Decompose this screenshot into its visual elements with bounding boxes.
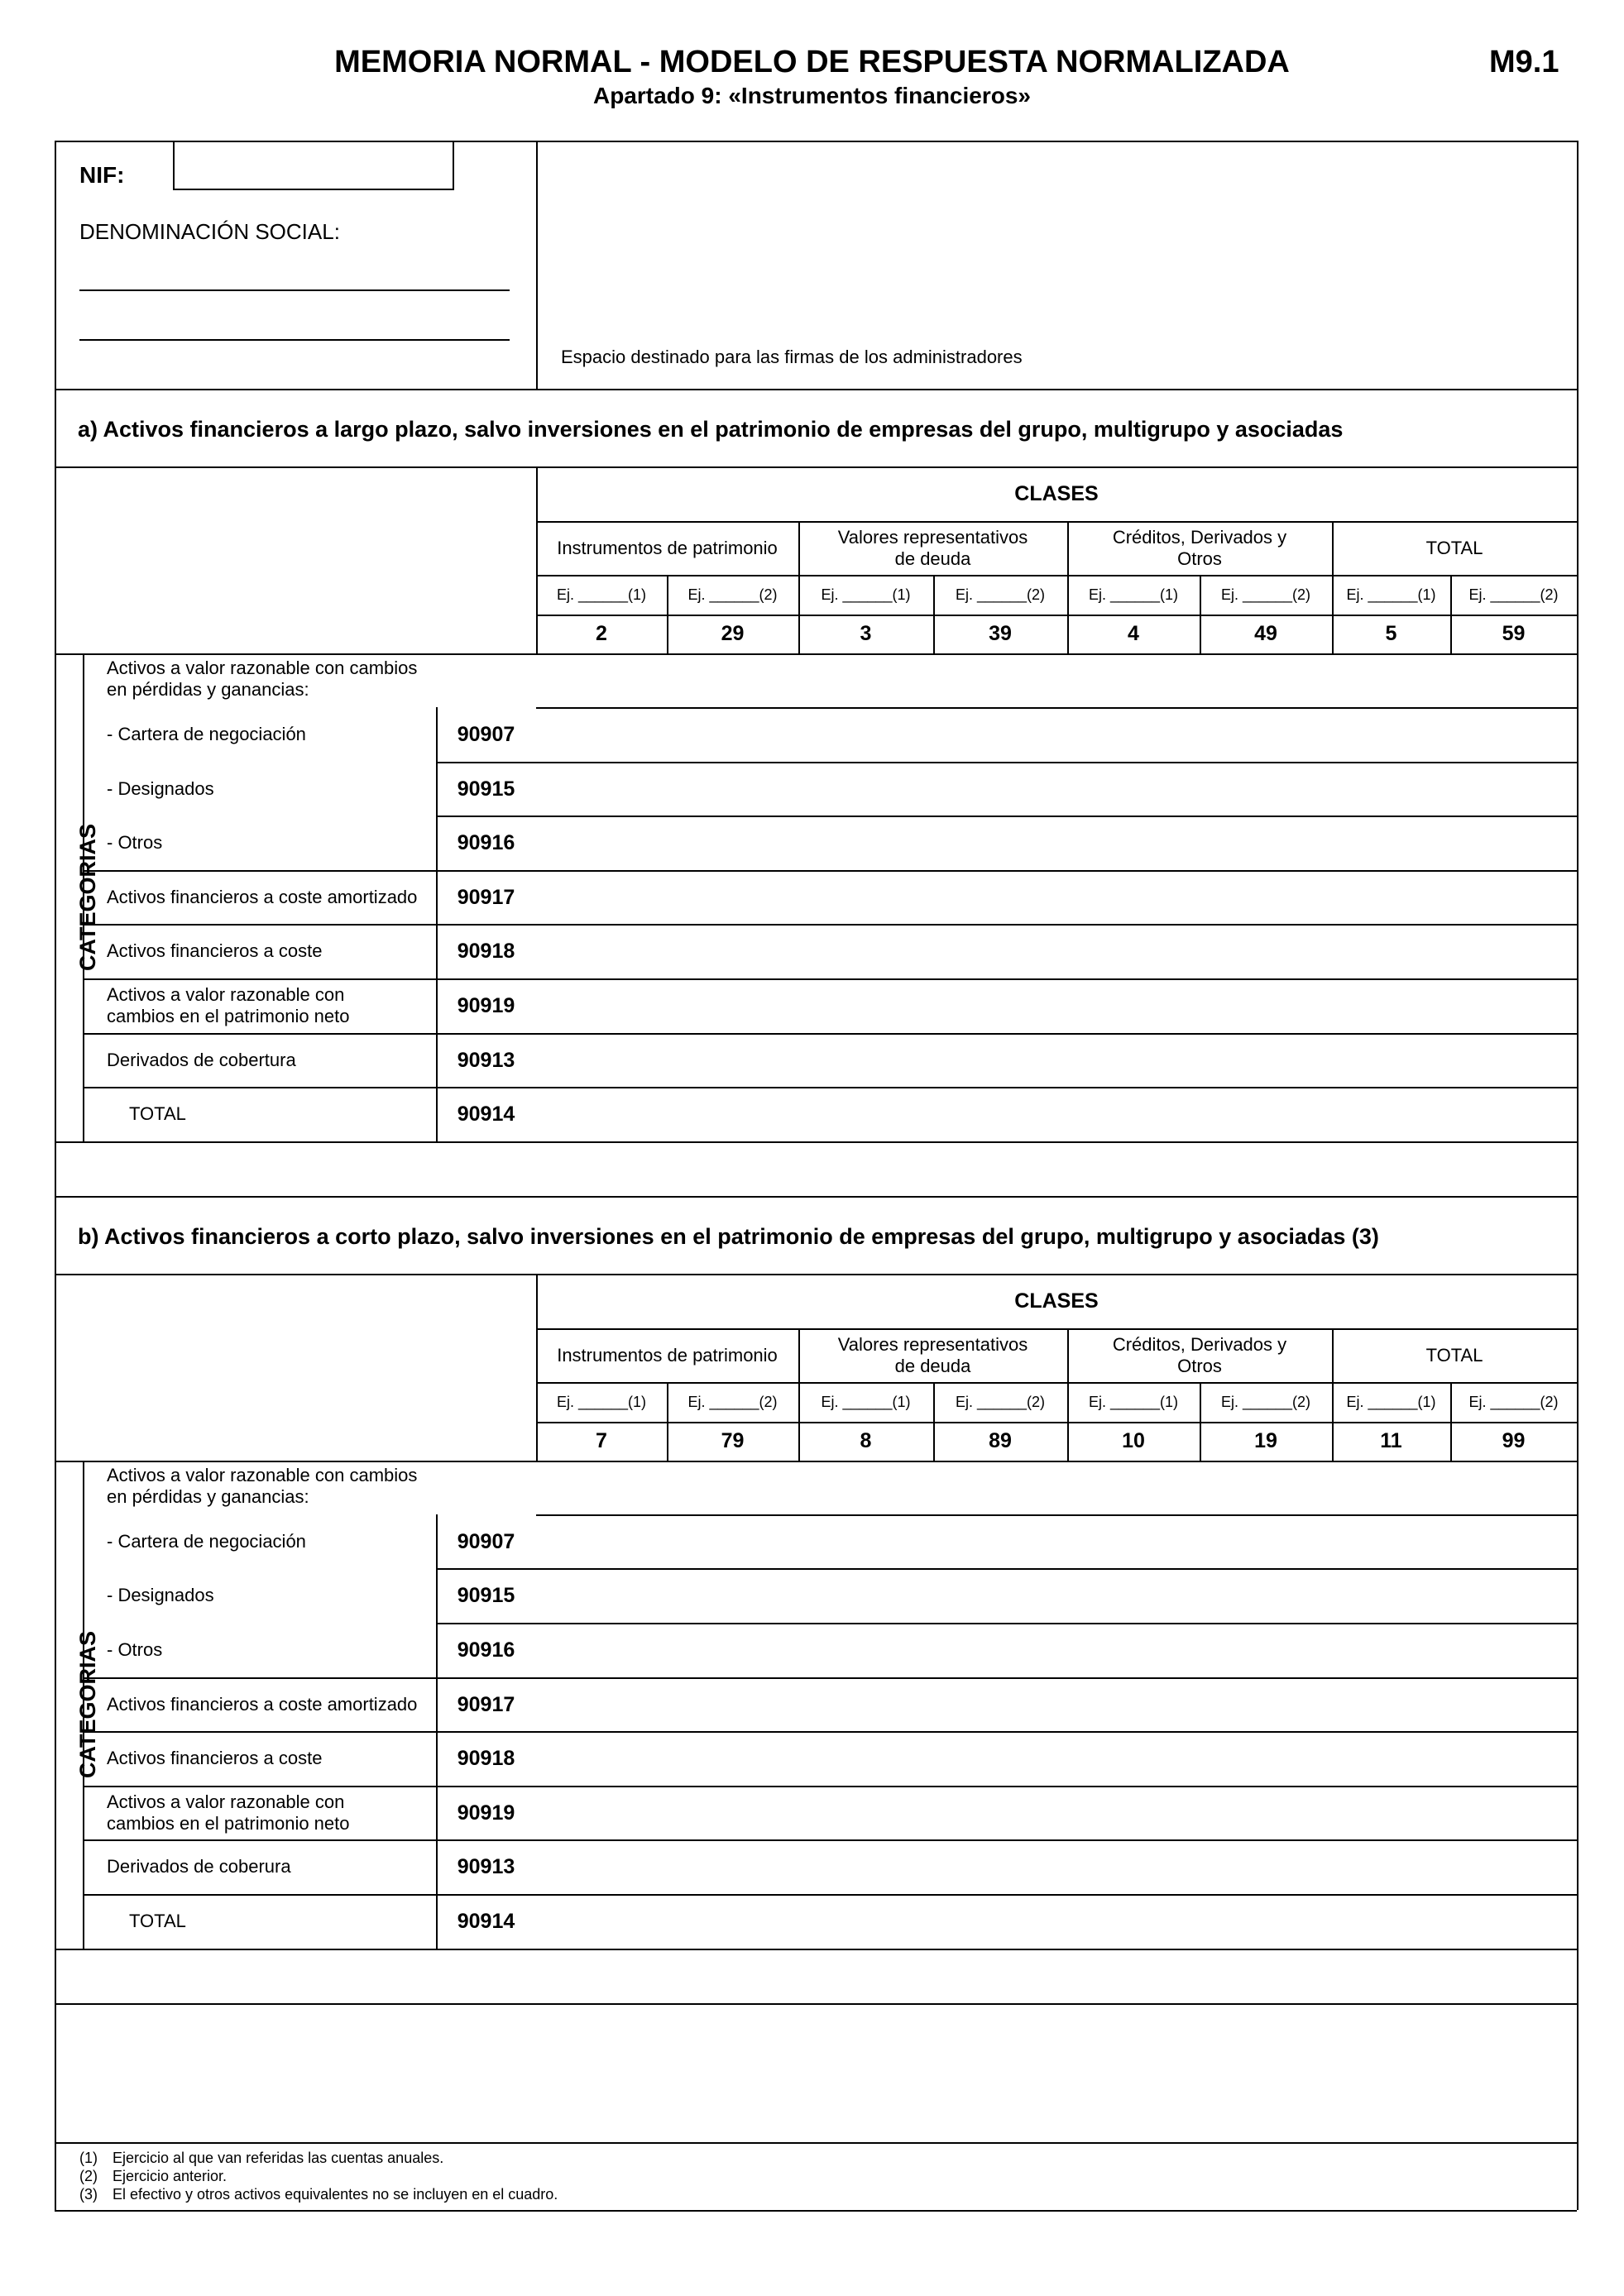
section_a-data-cell[interactable]: [1334, 1088, 1449, 1140]
section_b-data-cell[interactable]: [538, 1733, 665, 1784]
section_a-data-cell[interactable]: [1201, 980, 1330, 1031]
section_b-data-cell[interactable]: [1201, 1679, 1330, 1730]
section_b-row-label-line2: cambios en el patrimonio neto: [107, 1812, 350, 1834]
section_b-row-label: TOTAL: [129, 1911, 186, 1931]
section_a-row-label: Activos financieros a coste amortizado: [107, 886, 418, 907]
footnote-number: (2): [79, 2168, 98, 2184]
outer-border-bottom: [55, 2210, 1577, 2212]
section_a-data-cell[interactable]: [668, 1088, 797, 1140]
section_b-data-cell[interactable]: [538, 1896, 665, 1947]
section_a-data-cell[interactable]: [668, 1035, 797, 1086]
section_b-data-cell[interactable]: [1069, 1787, 1198, 1839]
section_a-data-cell[interactable]: [935, 817, 1066, 868]
section_a-row-code: 90914: [457, 1103, 515, 1126]
section_b-data-cell[interactable]: [1201, 1787, 1330, 1839]
section_a-data-cell[interactable]: [1201, 872, 1330, 923]
section_b-data-cell[interactable]: [668, 1896, 797, 1947]
section_b-ej-label: Ej. ______(2): [1220, 1393, 1311, 1410]
section_a-column-code: 39: [989, 622, 1012, 645]
section_a-data-cell[interactable]: [1201, 926, 1330, 977]
section_a-data-cell[interactable]: [800, 926, 932, 977]
section_a-clases-header: CLASES: [1014, 482, 1099, 505]
rule-line: [55, 1274, 1577, 1275]
section_b-row-code: 90918: [457, 1747, 515, 1771]
section_b-data-cell[interactable]: [1069, 1624, 1198, 1676]
section_a-data-cell[interactable]: [538, 709, 665, 760]
section_a-data-cell[interactable]: [935, 709, 1066, 760]
section_a-data-cell[interactable]: [1069, 817, 1198, 868]
section_b-data-cell[interactable]: [538, 1841, 665, 1892]
section_a-data-cell[interactable]: [935, 1088, 1066, 1140]
section_b-data-cell[interactable]: [1201, 1841, 1330, 1892]
section_b-column-code: 89: [989, 1428, 1012, 1452]
section_b-row-code: 90913: [457, 1855, 515, 1879]
denominacion-label: DENOMINACIÓN SOCIAL:: [79, 219, 340, 244]
rule-line: [55, 2003, 1577, 2005]
rule-line: [83, 924, 436, 926]
section_a-data-cell[interactable]: [1334, 926, 1449, 977]
section_a-row-code: 90907: [457, 723, 515, 746]
section_b-title: b) Activos financieros a corto plazo, salvo inversiones en el patrimonio de empresas del grupo, multigrupo y asociadas (3): [78, 1223, 1379, 1249]
section_b-data-cell[interactable]: [800, 1679, 932, 1730]
outer-border-left: [55, 141, 56, 2210]
rule-line: [536, 575, 1577, 576]
section_b-row-code: 90914: [457, 1910, 515, 1933]
section_b-data-cell[interactable]: [668, 1516, 797, 1567]
section_b-row-label: Derivados de coberura: [107, 1856, 291, 1877]
section_a-data-cell[interactable]: [1334, 709, 1449, 760]
section_b-data-cell[interactable]: [1452, 1841, 1575, 1892]
section_a-data-cell[interactable]: [1334, 980, 1449, 1031]
page-title: MEMORIA NORMAL - MODELO DE RESPUESTA NORMALIZADA: [334, 45, 1290, 79]
rule-line: [55, 1141, 436, 1143]
outer-border-right: [1577, 141, 1578, 2210]
section_b-row-label: - Designados: [107, 1585, 214, 1606]
section_b-class-header: Créditos, Derivados y: [1112, 1333, 1287, 1355]
section_a-data-cell[interactable]: [1334, 817, 1449, 868]
section_b-ej-label: Ej. ______(1): [1088, 1393, 1179, 1410]
section_a-row-code: 90915: [457, 777, 515, 801]
section_b-data-cell[interactable]: [1069, 1570, 1198, 1621]
section_b-data-cell[interactable]: [1334, 1570, 1449, 1621]
section_a-data-cell[interactable]: [1201, 1088, 1330, 1140]
section_b-column-code: 19: [1254, 1428, 1277, 1452]
section_b-row-code: 90907: [457, 1529, 515, 1553]
section_b-column-code: 79: [721, 1428, 745, 1452]
section_b-row-label: - Cartera de negociación: [107, 1530, 306, 1552]
section_b-ej-label: Ej. ______(1): [1346, 1393, 1436, 1410]
section_a-column-code: 59: [1502, 622, 1526, 645]
section_b-data-cell[interactable]: [668, 1787, 797, 1839]
section_b-data-cell[interactable]: [668, 1570, 797, 1621]
nif-input[interactable]: [173, 141, 454, 190]
section_b-ej-label: Ej. ______(1): [556, 1393, 647, 1410]
section_b-data-cell[interactable]: [935, 1733, 1066, 1784]
section_b-data-cell[interactable]: [800, 1624, 932, 1676]
section_a-data-cell[interactable]: [1069, 1088, 1198, 1140]
section_a-data-cell[interactable]: [800, 763, 932, 815]
section_b-data-cell[interactable]: [935, 1787, 1066, 1839]
section_a-class-header: Valores representativos: [837, 527, 1028, 548]
section_a-class-header: TOTAL: [1425, 538, 1483, 558]
section_a-data-cell[interactable]: [800, 1088, 932, 1140]
section_a-row-code: 90916: [457, 831, 515, 855]
rule-line: [536, 1328, 1577, 1330]
section_a-column-code: 2: [596, 622, 607, 645]
footnote-text: El efectivo y otros activos equivalentes no se incluyen en el cuadro.: [113, 2186, 558, 2203]
section_a-row-label: - Otros: [107, 832, 163, 854]
section_b-group-label: Activos a valor razonable con cambios: [107, 1464, 418, 1485]
section_a-data-cell[interactable]: [1452, 1088, 1575, 1140]
nif-label: NIF:: [79, 162, 125, 188]
section_b-data-cell[interactable]: [1201, 1624, 1330, 1676]
section_b-data-cell[interactable]: [538, 1570, 665, 1621]
section_a-row-code: 90913: [457, 1048, 515, 1072]
section_b-data-cell[interactable]: [538, 1679, 665, 1730]
section_a-row-label-line2: cambios en el patrimonio neto: [107, 1006, 350, 1026]
section_b-data-cell[interactable]: [800, 1841, 932, 1892]
rule-line: [83, 1087, 436, 1088]
section_a-group-label-line2: en pérdidas y ganancias:: [107, 679, 309, 700]
section_b-data-cell[interactable]: [1334, 1733, 1449, 1784]
rule-line: [83, 1786, 436, 1787]
section_a-data-cell[interactable]: [1201, 763, 1330, 815]
section_a-ej-label: Ej. ______(1): [556, 586, 647, 603]
section_a-data-cell[interactable]: [538, 926, 665, 977]
section_a-data-cell[interactable]: [538, 817, 665, 868]
section_a-data-cell[interactable]: [1069, 709, 1198, 760]
section_b-class-header-line2: de deuda: [894, 1355, 971, 1376]
section_b-categorias-label: CATEGORIAS: [75, 1630, 100, 1778]
section_a-data-cell[interactable]: [668, 763, 797, 815]
section_b-column-code: 99: [1502, 1428, 1526, 1452]
section_a-data-cell[interactable]: [538, 1035, 665, 1086]
section_b-data-cell[interactable]: [935, 1516, 1066, 1567]
section_a-categorias-label: CATEGORIAS: [75, 823, 100, 971]
section_b-row-label: - Otros: [107, 1639, 163, 1660]
section_b-data-cell[interactable]: [1334, 1679, 1449, 1730]
section_b-data-cell[interactable]: [800, 1787, 932, 1839]
section_a-data-cell[interactable]: [800, 1035, 932, 1086]
section_b-data-cell[interactable]: [1334, 1896, 1449, 1947]
section_b-data-cell[interactable]: [800, 1570, 932, 1621]
section_a-ej-label: Ej. ______(2): [687, 586, 778, 603]
section_b-data-cell[interactable]: [935, 1570, 1066, 1621]
rule-line: [55, 1949, 436, 1950]
section_a-data-cell[interactable]: [1452, 763, 1575, 815]
section_b-data-cell[interactable]: [800, 1733, 932, 1784]
section_a-data-cell[interactable]: [538, 980, 665, 1031]
rule-line: [83, 1731, 436, 1733]
denominacion-line-1[interactable]: [79, 289, 510, 291]
rule-line: [536, 141, 538, 389]
section_b-data-cell[interactable]: [935, 1679, 1066, 1730]
section_a-data-cell[interactable]: [668, 709, 797, 760]
section_b-data-cell[interactable]: [1334, 1787, 1449, 1839]
section_a-data-cell[interactable]: [538, 1088, 665, 1140]
section_a-data-cell[interactable]: [1452, 1035, 1575, 1086]
section_b-class-header-line2: Otros: [1177, 1355, 1222, 1376]
section_a-data-cell[interactable]: [1334, 872, 1449, 923]
footnote-text: Ejercicio al que van referidas las cuentas anuales.: [113, 2150, 444, 2166]
section_b-data-cell[interactable]: [1452, 1570, 1575, 1621]
section_b-data-cell[interactable]: [935, 1624, 1066, 1676]
section_b-column-code: 8: [860, 1428, 872, 1452]
rule-line: [83, 1839, 436, 1841]
section_a-data-cell[interactable]: [935, 926, 1066, 977]
section_a-data-cell[interactable]: [1069, 980, 1198, 1031]
section_a-data-cell[interactable]: [668, 872, 797, 923]
firmas-text: Espacio destinado para las firmas de los administradores: [561, 347, 1023, 367]
section_b-class-header: Valores representativos: [837, 1333, 1028, 1355]
section_b-data-cell[interactable]: [935, 1841, 1066, 1892]
section_b-data-cell[interactable]: [1201, 1733, 1330, 1784]
section_b-data-cell[interactable]: [1069, 1896, 1198, 1947]
rule-line: [55, 466, 1577, 468]
section_b-data-cell[interactable]: [538, 1624, 665, 1676]
section_a-class-header-line2: de deuda: [894, 548, 971, 569]
section_b-data-cell[interactable]: [1452, 1624, 1575, 1676]
section_b-data-cell[interactable]: [1069, 1841, 1198, 1892]
section_b-class-header: Instrumentos de patrimonio: [557, 1344, 778, 1366]
section_a-data-cell[interactable]: [1069, 872, 1198, 923]
section_a-data-cell[interactable]: [800, 817, 932, 868]
section_b-data-cell[interactable]: [800, 1516, 932, 1567]
rule-line: [55, 653, 1577, 655]
section_a-group-label: Activos a valor razonable con cambios: [107, 658, 418, 678]
section_a-data-cell[interactable]: [1452, 980, 1575, 1031]
rule-line: [83, 1677, 436, 1679]
section_b-data-cell[interactable]: [1452, 1787, 1575, 1839]
section_a-row-label: Activos a valor razonable con: [107, 984, 345, 1005]
rule-line: [536, 1382, 1577, 1384]
section_a-row-label: - Cartera de negociación: [107, 724, 306, 744]
section_a-ej-label: Ej. ______(2): [1220, 586, 1311, 603]
footnote-number: (1): [79, 2150, 98, 2166]
rule-line: [83, 978, 436, 980]
model-code: M9.1: [1489, 45, 1559, 79]
section_a-row-code: 90917: [457, 885, 515, 909]
section_a-data-cell[interactable]: [538, 872, 665, 923]
section_a-data-cell[interactable]: [1334, 1035, 1449, 1086]
section_b-data-cell[interactable]: [1201, 1516, 1330, 1567]
section_b-data-cell[interactable]: [1334, 1516, 1449, 1567]
section_b-data-cell[interactable]: [1334, 1841, 1449, 1892]
section_b-data-cell[interactable]: [668, 1841, 797, 1892]
section_b-column-code: 11: [1380, 1428, 1402, 1452]
section_b-ej-label: Ej. ______(2): [687, 1393, 778, 1410]
section_a-class-header: Instrumentos de patrimonio: [557, 538, 778, 558]
section_a-data-cell[interactable]: [1452, 817, 1575, 868]
rule-line: [436, 1141, 1577, 1143]
rule-line: [536, 615, 1577, 616]
section_a-ej-label: Ej. ______(1): [821, 586, 911, 603]
rule-line: [536, 1422, 1577, 1423]
section_a-data-cell[interactable]: [935, 980, 1066, 1031]
section_b-data-cell[interactable]: [668, 1733, 797, 1784]
section_b-ej-label: Ej. ______(2): [955, 1393, 1046, 1410]
section_a-data-cell[interactable]: [1069, 1035, 1198, 1086]
section_a-data-cell[interactable]: [1452, 926, 1575, 977]
section_b-ej-label: Ej. ______(2): [1468, 1393, 1559, 1410]
section_b-data-cell[interactable]: [1334, 1624, 1449, 1676]
footnote-number: (3): [79, 2186, 98, 2203]
section_b-column-code: 10: [1122, 1428, 1145, 1452]
section_a-ej-label: Ej. ______(2): [1468, 586, 1559, 603]
section_b-data-cell[interactable]: [1069, 1679, 1198, 1730]
section_b-row-label: Activos a valor razonable con: [107, 1791, 345, 1812]
section_a-column-code: 3: [860, 622, 872, 645]
section_a-data-cell[interactable]: [1069, 763, 1198, 815]
section_b-data-cell[interactable]: [1452, 1733, 1575, 1784]
section_b-data-cell[interactable]: [1069, 1733, 1198, 1784]
section_a-row-label: - Designados: [107, 777, 214, 799]
section_b-data-cell[interactable]: [538, 1787, 665, 1839]
section_b-data-cell[interactable]: [1452, 1516, 1575, 1567]
section_a-data-cell[interactable]: [1201, 817, 1330, 868]
section_a-data-cell[interactable]: [538, 763, 665, 815]
footnote-text: Ejercicio anterior.: [113, 2168, 228, 2184]
section_a-data-cell[interactable]: [800, 709, 932, 760]
section_b-row-code: 90917: [457, 1692, 515, 1716]
rule-line: [55, 1196, 1577, 1198]
rule-line: [55, 1461, 1577, 1462]
section_a-title: a) Activos financieros a largo plazo, salvo inversiones en el patrimonio de empresas del grupo, multigrupo y asociadas: [78, 417, 1344, 442]
rule-line: [83, 1894, 436, 1896]
section_b-data-cell[interactable]: [1452, 1679, 1575, 1730]
section_b-row-label: Activos financieros a coste: [107, 1748, 323, 1769]
section_a-data-cell[interactable]: [935, 763, 1066, 815]
section_a-column-code: 49: [1254, 622, 1277, 645]
section_a-class-header: Créditos, Derivados y: [1112, 527, 1287, 548]
section_a-ej-label: Ej. ______(1): [1088, 586, 1179, 603]
section_a-data-cell[interactable]: [935, 872, 1066, 923]
section_b-data-cell[interactable]: [1201, 1896, 1330, 1947]
section_a-row-code: 90919: [457, 994, 515, 1017]
rule-line: [83, 1033, 436, 1035]
section_b-data-cell[interactable]: [1201, 1570, 1330, 1621]
rule-line: [55, 389, 1577, 390]
section_a-ej-label: Ej. ______(2): [955, 586, 1046, 603]
page-subtitle: Apartado 9: «Instrumentos financieros»: [592, 83, 1031, 108]
section_b-data-cell[interactable]: [1452, 1896, 1575, 1947]
section_b-data-cell[interactable]: [538, 1516, 665, 1567]
section_a-column-code: 5: [1385, 622, 1397, 645]
rule-line: [536, 521, 1577, 523]
section_a-data-cell[interactable]: [668, 980, 797, 1031]
section_a-class-header-line2: Otros: [1177, 548, 1222, 569]
section_a-row-label: Activos financieros a coste: [107, 940, 323, 962]
section_a-column-code: 4: [1128, 622, 1139, 645]
section_a-data-cell[interactable]: [1452, 709, 1575, 760]
section_b-data-cell[interactable]: [935, 1896, 1066, 1947]
rule-line: [436, 1949, 1577, 1950]
rule-line: [83, 870, 436, 872]
section_b-data-cell[interactable]: [668, 1624, 797, 1676]
section_b-row-code: 90919: [457, 1801, 515, 1825]
section_b-ej-label: Ej. ______(1): [821, 1393, 911, 1410]
section_a-data-cell[interactable]: [1201, 709, 1330, 760]
section_b-class-header: TOTAL: [1425, 1344, 1483, 1366]
section_a-data-cell[interactable]: [668, 817, 797, 868]
section_a-data-cell[interactable]: [1201, 1035, 1330, 1086]
section_b-data-cell[interactable]: [800, 1896, 932, 1947]
section_b-row-code: 90915: [457, 1584, 515, 1608]
section_b-data-cell[interactable]: [668, 1679, 797, 1730]
section_a-data-cell[interactable]: [1069, 926, 1198, 977]
denominacion-line-2[interactable]: [79, 339, 510, 341]
section_a-data-cell[interactable]: [668, 926, 797, 977]
section_a-data-cell[interactable]: [1452, 872, 1575, 923]
section_a-data-cell[interactable]: [1334, 763, 1449, 815]
section_b-group-label-line2: en pérdidas y ganancias:: [107, 1485, 309, 1507]
section_b-row-code: 90916: [457, 1638, 515, 1662]
section_b-column-code: 7: [596, 1428, 607, 1452]
section_a-data-cell[interactable]: [935, 1035, 1066, 1086]
section_a-ej-label: Ej. ______(1): [1346, 586, 1436, 603]
section_b-row-label: Activos financieros a coste amortizado: [107, 1693, 418, 1715]
section_a-row-label: TOTAL: [129, 1103, 186, 1125]
section_b-clases-header: CLASES: [1014, 1289, 1099, 1313]
section_b-data-cell[interactable]: [1069, 1516, 1198, 1567]
section_a-row-label: Derivados de cobertura: [107, 1049, 296, 1070]
section_a-row-code: 90918: [457, 940, 515, 964]
section_a-data-cell[interactable]: [800, 872, 932, 923]
rule-line: [55, 2142, 1577, 2144]
section_a-data-cell[interactable]: [800, 980, 932, 1031]
section_a-column-code: 29: [721, 622, 745, 645]
